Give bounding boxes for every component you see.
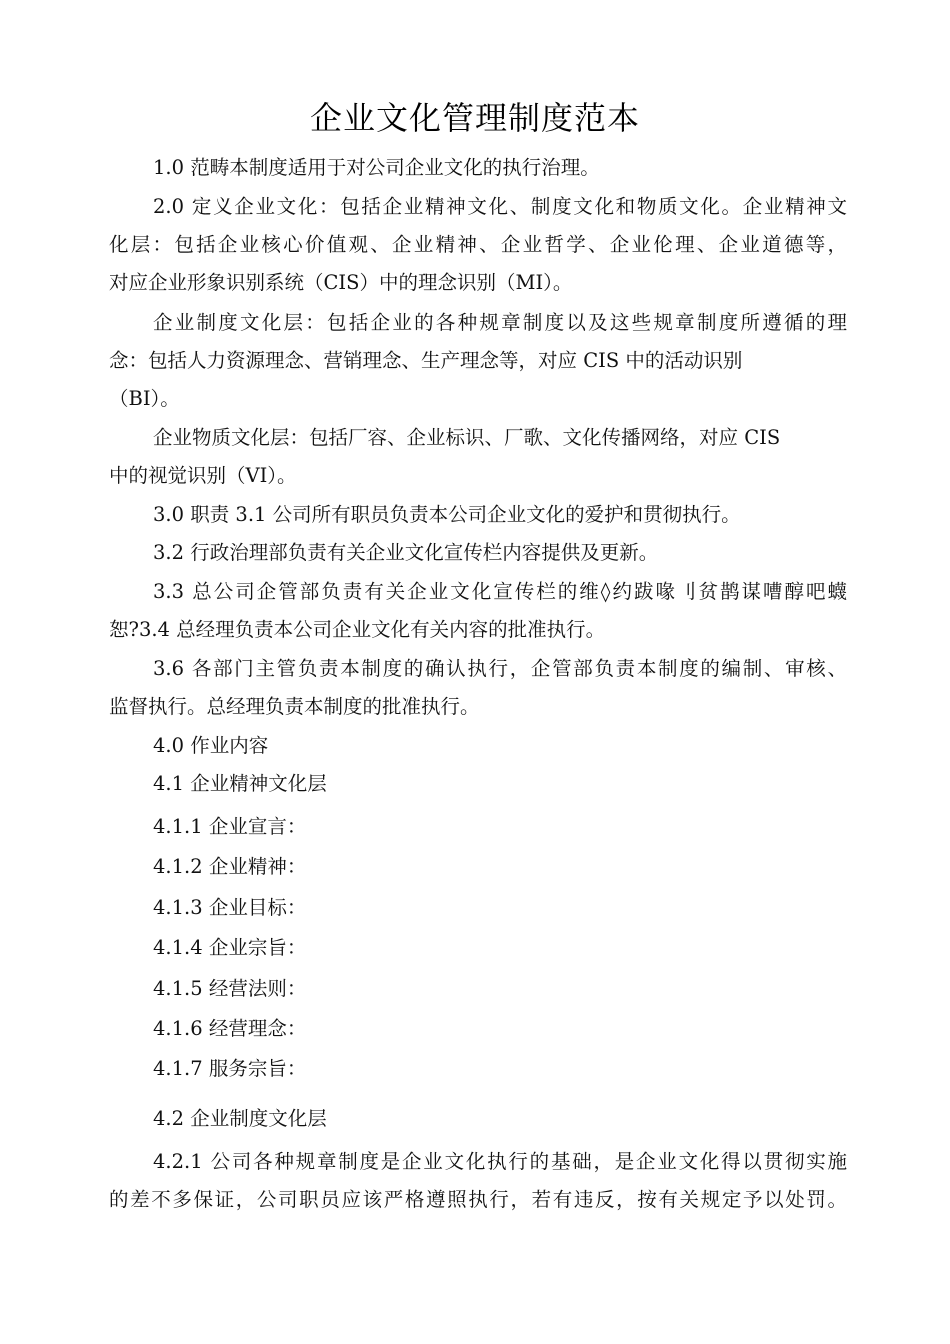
text-line: 念：包括人力资源理念、营销理念、生产理念等，对应 CIS 中的活动识别 (109, 349, 743, 372)
list-item: 4.1.6 经营理念： (153, 1017, 307, 1040)
text-line: （BI）。 (109, 387, 180, 410)
section-heading: 4.2 企业制度文化层 (153, 1107, 327, 1130)
text-line: 3.6 各部门主管负责本制度的确认执行，企管部负责本制度的编制、审核、 (153, 657, 847, 680)
text-line: 监督执行。总经理负责本制度的批准执行。 (109, 695, 480, 718)
list-item: 4.1.2 企业精神： (153, 855, 307, 878)
text-line: 的差不多保证，公司职员应该严格遵照执行，若有违反，按有关规定予以处罚。 (109, 1188, 847, 1211)
text-line: 3.2 行政治理部负责有关企业文化宣传栏内容提供及更新。 (153, 541, 659, 564)
document-title: 企业文化管理制度范本 (309, 99, 640, 137)
text-line: 企业物质文化层：包括厂容、企业标识、厂歌、文化传播网络，对应 CIS (153, 426, 781, 449)
text-line: 恕?3.4 总经理负责本公司企业文化有关内容的批准执行。 (109, 618, 606, 641)
text-line: 4.2.1 公司各种规章制度是企业文化执行的基础，是企业文化得以贯彻实施 (153, 1150, 847, 1173)
text-line: 3.3 总公司企管部负责有关企业文化宣传栏的维◊约跋喙刂贫鹊谋嘈醇吧蠛 (153, 580, 847, 603)
text-line: 中的视觉识别（VI）。 (109, 464, 297, 487)
list-item: 4.1.1 企业宣言： (153, 815, 307, 838)
text-line: 2.0 定义企业文化：包括企业精神文化、制度文化和物质文化。企业精神文 (153, 195, 847, 218)
text-line: 对应企业形象识别系统（CIS）中的理念识别（MI）。 (109, 271, 573, 294)
list-item: 4.1.5 经营法则： (153, 977, 307, 1000)
section-heading: 4.0 作业内容 (153, 734, 269, 757)
text-line: 化层：包括企业核心价值观、企业精神、企业哲学、企业伦理、企业道德等， (109, 233, 847, 256)
list-item: 4.1.7 服务宗旨： (153, 1057, 307, 1080)
list-item: 4.1.4 企业宗旨： (153, 936, 307, 959)
section-heading: 4.1 企业精神文化层 (153, 772, 327, 795)
text-line: 3.0 职责 3.1 公司所有职员负责本公司企业文化的爱护和贯彻执行。 (153, 503, 741, 526)
text-line: 1.0 范畴本制度适用于对公司企业文化的执行治理。 (153, 156, 600, 179)
list-item: 4.1.3 企业目标： (153, 896, 307, 919)
text-line: 企业制度文化层：包括企业的各种规章制度以及这些规章制度所遵循的理 (153, 311, 847, 334)
